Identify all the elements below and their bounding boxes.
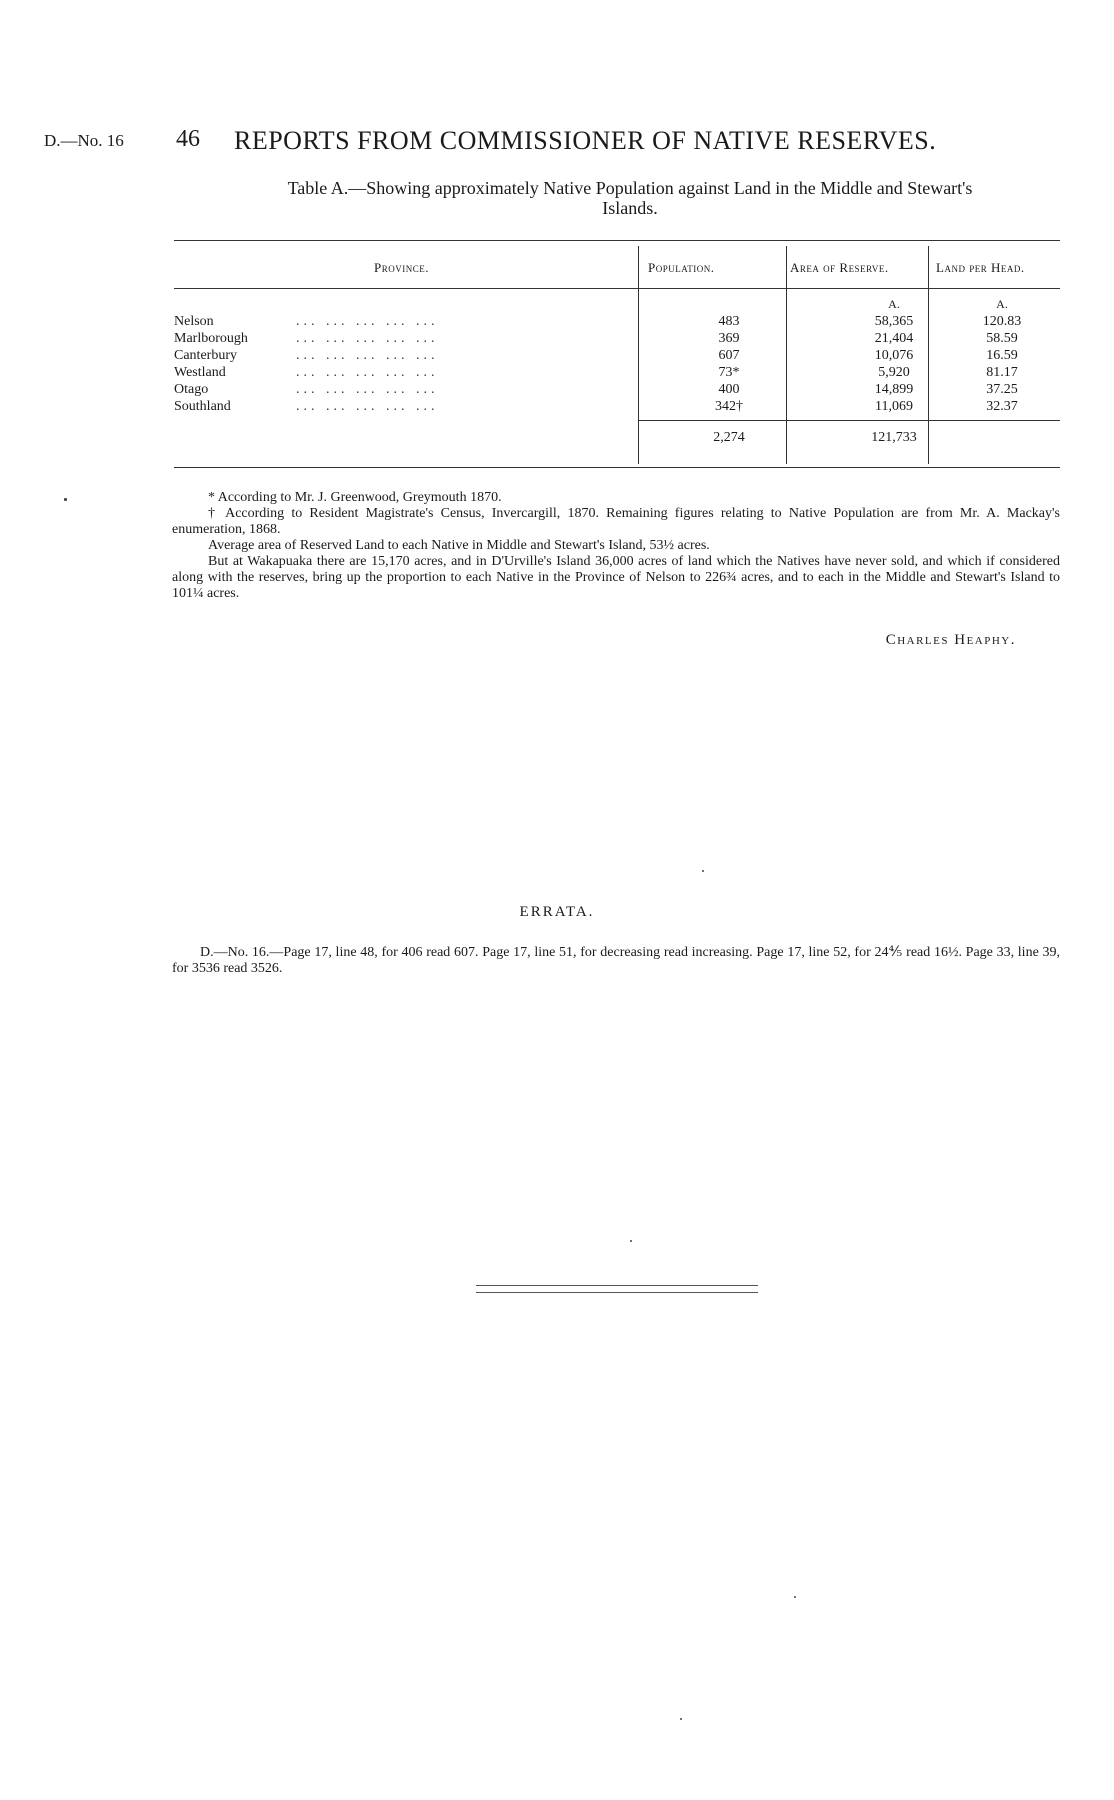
leader-dots: ... ... ... ... ... [296,382,439,397]
page-number: 46 [176,126,200,152]
table-total-row [174,428,1060,448]
area-cell: 21,404 [874,331,914,346]
area-cell: 11,069 [875,399,913,414]
land-per-head-cell: 37.25 [986,382,1018,397]
table-bottom-rule [174,467,1060,468]
leader-dots: ... ... ... ... ... [296,348,439,363]
population-cell: 73* [718,365,740,380]
footnote: † According to Resident Magistrate's Census, Invercargill, 1870. Remaining figures relating to Native Population are from Mr. A. Mackay's enumeration, 1868. [172,506,1060,537]
scan-speck [794,1596,796,1598]
land-unit-label: A. [996,297,1008,311]
table-row [174,381,1060,398]
table-caption [200,178,1060,218]
scan-speck [64,498,67,501]
province-cell: Marlborough [174,331,248,346]
footnote: But at Wakapuaka there are 15,170 acres, and in D'Urville's Island 36,000 acres of land which the Natives have never sold, and which if considered along with the reserves, bring up the proportion to each Native in the Province of Nelson to 226¾ acres, and to each in the Middle and Stewart's Island to 101¼ acres. [172,554,1060,601]
population-cell: 369 [718,331,740,346]
land-per-head-cell: 58.59 [986,331,1018,346]
table-row [174,347,1060,364]
population-cell: 342† [715,399,743,414]
population-cell: 607 [718,348,740,363]
province-cell: Canterbury [174,348,237,363]
page-header [44,126,1064,158]
table-row [174,330,1060,347]
column-header-province: Province. [374,260,429,275]
table-caption-line-2: Islands. [602,198,658,218]
errata-body [172,945,1060,977]
total-population-cell: 2,274 [713,430,745,445]
land-per-head-cell: 120.83 [982,314,1022,329]
errata-heading: ERRATA. [519,904,595,920]
table-row [174,313,1060,330]
column-header-area: Area of Reserve. [790,260,889,275]
population-cell: 483 [718,314,740,329]
land-per-head-cell: 81.17 [986,365,1018,380]
area-cell: 10,076 [874,348,914,363]
column-header-population: Population. [648,260,715,275]
area-unit-label: A. [888,297,900,311]
land-per-head-cell: 32.37 [986,399,1018,414]
total-rule [638,420,1060,421]
running-title: REPORTS FROM COMMISSIONER OF NATIVE RESERVES. [234,126,937,155]
total-area-cell: 121,733 [871,430,917,445]
header-rule [174,288,1060,289]
scan-speck [702,870,704,872]
footnote: * According to Mr. J. Greenwood, Greymouth 1870. [208,490,502,505]
signature: Charles Heaphy. [885,632,1016,648]
table-top-rule [174,240,1060,241]
leader-dots: ... ... ... ... ... [296,331,439,346]
scan-speck [630,1240,632,1242]
leader-dots: ... ... ... ... ... [296,314,439,329]
table-row [174,364,1060,381]
table-row [174,398,1060,415]
province-cell: Southland [174,399,231,414]
errata-paragraph: D.—No. 16.—Page 17, line 48, for 406 read 607. Page 17, line 51, for decreasing read increasing. Page 17, line 52, for 24⅘ read 16½. Page 33, line 39, for 3536 read 3526. [172,945,1060,976]
table-caption-line-1: Table A.—Showing approximately Native Population against Land in the Middle and Stewart's [287,178,973,198]
footnote: Average area of Reserved Land to each Native in Middle and Stewart's Island, 53½ acres. [208,538,710,553]
closing-double-rule [476,1285,758,1293]
table-footnotes [172,490,1060,602]
leader-dots: ... ... ... ... ... [296,399,439,414]
population-cell: 400 [718,382,740,397]
province-cell: Nelson [174,314,214,329]
native-population-table [174,240,1060,468]
area-cell: 5,920 [878,365,910,380]
leader-dots: ... ... ... ... ... [296,365,439,380]
scan-speck [680,1718,682,1720]
column-header-land-per-head: Land per Head. [936,260,1025,275]
area-cell: 14,899 [874,382,914,397]
document-reference: D.—No. 16 [44,131,124,150]
area-cell: 58,365 [874,314,914,329]
province-cell: Westland [174,365,226,380]
land-per-head-cell: 16.59 [986,348,1018,363]
province-cell: Otago [174,382,209,397]
